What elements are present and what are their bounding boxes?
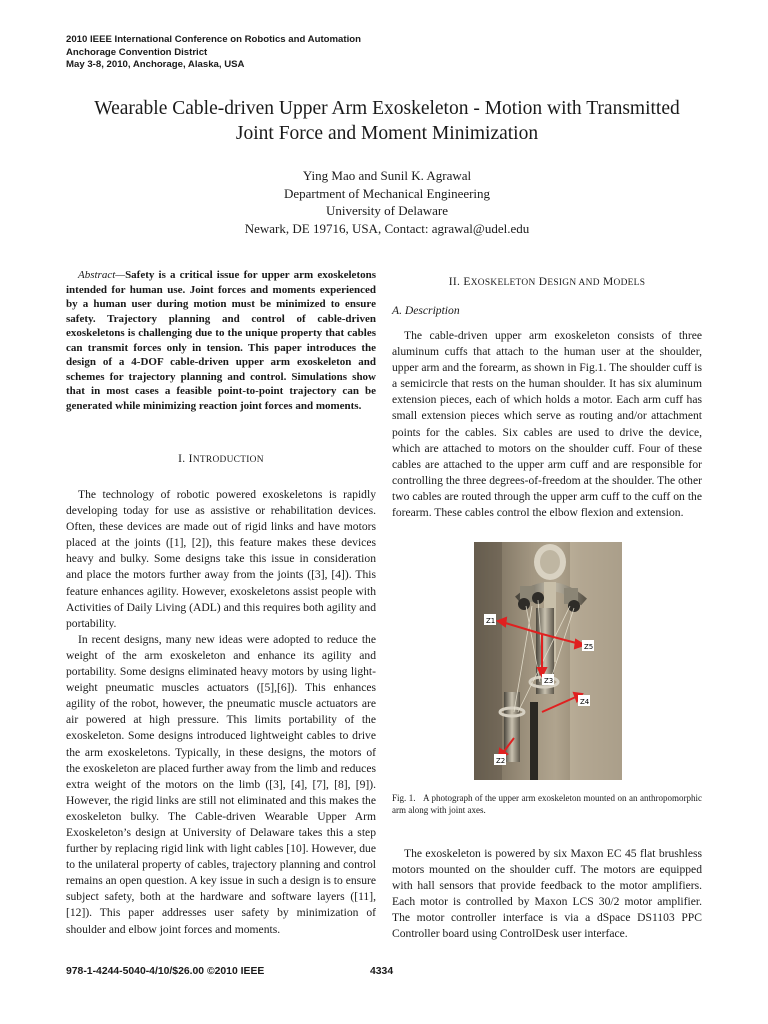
axis-label: Z1 — [486, 617, 496, 625]
paragraph: In recent designs, many new ideas were adopted to reduce the weight of the arm exoskeleton and enhance its agility and portability. Some designs eliminated heavy motors by using light-weight pneumatic muscles actuators ([5],[6]). This enhances agility of the robot, however, the pneumatic muscle actuators are air powered at high pressure. This limits portability of the exoskeleton. Some designs introduced lightweight cables to drive the arm exoskeletons. Typically, in these designs, the motors of the exoskeleton are placed further away from the limb and reduces extra weight of the motors on the limb ([3], [4], [7], [8], [9]). However, the rigid links are still not eliminated and this makes the exoskeleton bulky. The Cable-driven Wearable Upper Arm Exoskeleton’s design at University of Delaware takes this a step further by replacing rigid link with light cables [10]. However, due to the unilateral property of cables, trajectory planning and control remains an open question. A key issue in such a design is to ensure subject safety, both at the hardware and software layers ([11], [12]). This paper addresses user safety by minimization of shoulder and elbow joint forces and moments. — [66, 632, 376, 936]
author-department: Department of Mechanical Engineering — [283, 185, 491, 201]
conference-dates: May 3-8, 2010, Anchorage, Alaska, USA — [66, 59, 245, 70]
author-university: University of Delaware — [325, 203, 448, 218]
section-title-rest: ESIGN AND — [547, 278, 600, 288]
abstract-dash: — — [115, 269, 126, 281]
paragraph: The exoskeleton is powered by six Maxon EC 45 flat brushless motors mounted on the shoulder cuff. The motors are equipped with hall sensors that provide feedback to the motor amplifiers. Each motor is controlled by Maxon LCS 30/2 motor amplifier. The motor controller interface is via a dSpace DS1103 PPC Controller board using ControlDesk user interface. — [392, 847, 702, 941]
section-title-rest: XOSKELETON — [470, 278, 536, 288]
figure-caption — [392, 792, 702, 816]
footer-isbn: 978-1-4244-5040-4/10/$26.00 ©2010 IEEE — [66, 966, 265, 977]
section-numeral: II. — [448, 276, 461, 288]
abstract-label: Abstract — [78, 269, 116, 281]
author-names: Ying Mao and Sunil K. Agrawal — [302, 168, 472, 183]
section-numeral: I. — [178, 453, 186, 465]
paragraph: The cable-driven upper arm exoskeleton consists of three aluminum cuffs that attach to the human user at the shoulder, upper arm and the forearm, as shown in Fig.1. The shoulder cuff is a semicircle that rests on the human shoulder. It has six aluminum extension pieces, each of which holds a motor. Each arm cuff has small extension pieces which serve as routing and/or attachment points for the cables. Six cables are used to drive the device, which are attached to motors on the shoulder cuff. Four of these cables are attached to the upper arm cuff and are responsible for controlling the three degrees-of-freedom at the shoulder. The other two cables are routed through the upper arm cuff to the cuff on the forearm. These cables control the elbow flexion and extension. — [392, 329, 702, 520]
conference-header — [66, 34, 361, 72]
section-heading-introduction — [66, 451, 376, 468]
hardware-body — [392, 846, 702, 943]
author-address: Newark, DE 19716, USA, Contact: agrawal@udel.edu — [244, 220, 530, 236]
conference-venue: Anchorage Convention District — [66, 46, 208, 58]
paragraph: The technology of robotic powered exoskeletons is rapidly developing today for use as assistive or rehabilitation devices. Often, these devices are made out of rigid links and have motors placed at the joints ([1], [2]), this feature makes these devices heavy and bulky. Some designs take this issue in consideration and place the motors further away from the joints ([3], [4]). This feature enhances agility. However, exoskeletons assist people with Activities of Daily Living (ADL) and this requires both agility and portability. — [66, 488, 376, 630]
description-body — [392, 328, 702, 521]
title-line-1: Wearable Cable-driven Upper Arm Exoskeleton - Motion with Transmitted — [94, 98, 680, 119]
paper-title — [40, 96, 734, 146]
section-title-initial: D — [538, 276, 548, 288]
author-block — [40, 167, 734, 237]
section-title-rest: ODELS — [613, 278, 646, 288]
abstract — [66, 268, 376, 413]
section-heading-design — [392, 274, 702, 291]
section-title-initial: E — [463, 276, 471, 288]
section-title-initial: I — [188, 453, 193, 465]
title-line-2: Joint Force and Moment Minimization — [235, 123, 539, 144]
axis-label: Z2 — [496, 757, 506, 765]
section-title-initial: M — [602, 276, 614, 288]
axis-label: Z3 — [544, 677, 554, 685]
subsection-heading: A. Description — [392, 304, 460, 317]
introduction-body — [66, 487, 376, 938]
caption-text: A photograph of the upper arm exoskeleton mounted on an anthropomorphic arm along with joint axes. — [392, 793, 702, 815]
caption-label: Fig. 1. — [392, 793, 416, 803]
axis-label: Z5 — [584, 643, 594, 651]
footer-page-number: 4334 — [370, 966, 394, 977]
abstract-text: Safety is a critical issue for upper arm exoskeletons intended for human use. Joint forces and moments experienced by a human user during motion must be minimized to ensure safety. Trajectory planning and control of cable-driven exoskeletons is challenging due to the unique property that cables can transmit forces only in tension. This paper introduces the design of a 4-DOF cable-driven upper arm exoskeleton and schemes for trajectory planning and control. Simulations show that in most cases a feasible point-to-point trajectory can be generated while minimizing reaction joint forces and moments. — [66, 269, 376, 412]
axis-label: Z4 — [580, 698, 590, 706]
exoskeleton-illustration — [474, 542, 622, 780]
exoskeleton-photo — [474, 542, 622, 780]
conference-name: 2010 IEEE International Conference on Robotics and Automation — [66, 34, 361, 45]
section-title-rest: NTRODUCTION — [192, 455, 264, 465]
